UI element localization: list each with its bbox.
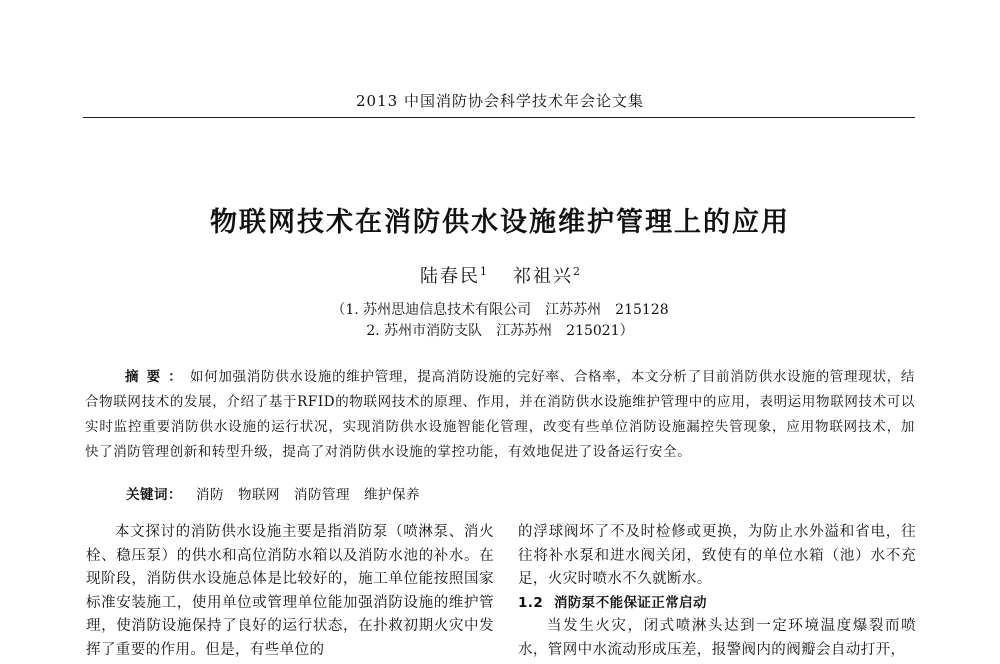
abstract-text: 如何加强消防供水设施的维护管理，提高消防设施的完好率、合格率，本文分析了目前消防供水设施的管理现状，结合物联网技术的发展，介绍了基于RFID的物联网技术的原理、作用，并在消防供水设施维护管理中的应用，表明运用物联网技术可以实时监控重要消防供水设施的运行状况，实现消防供水设施智能化管理，改变有些单位消防设施漏控失管现象，应用物联网技术，加快了消防管理创新和转型升级，提高了对消防供水设施的掌控功能，有效地促进了设备运行安全。 xyxy=(85,369,916,460)
keyword: 消防管理 xyxy=(294,487,350,503)
paper-title: 物联网技术在消防供水设施维护管理上的应用 xyxy=(210,207,790,238)
authors xyxy=(0,262,1000,288)
body-paragraph: 当发生火灾，闭式喷淋头达到一定环境温度爆裂而喷水，管网中水流动形成压差，报警阀内的阀瓣会自动打开， xyxy=(518,618,916,658)
section-heading xyxy=(518,592,916,616)
body-left-column xyxy=(86,521,494,662)
keyword: 维护保养 xyxy=(364,487,420,503)
running-header: 2013 中国消防协会科学技术年会论文集 xyxy=(356,92,644,110)
keyword: 物联网 xyxy=(238,487,280,503)
keywords-label: 关键词： xyxy=(126,487,182,503)
keywords xyxy=(126,483,420,503)
body-right-column xyxy=(518,521,916,662)
abstract xyxy=(85,365,915,465)
author-affiliation-mark: 2 xyxy=(573,265,580,278)
author-name: 祁祖兴 xyxy=(513,266,573,287)
body-paragraph: 本文探讨的消防供水设施主要是指消防泵（喷淋泵、消火栓、稳压泵）的供水和高位消防水箱以及消防水池的补水。在现阶段，消防供水设施总体是比较好的，施工单位能按照国家标准安装施工，使用单位或管理单位能加强消防设施的维护管理，使消防设施保持了良好的运行状态，在扑救初期火灾中发挥了重要的作用。但是，有些单位的 xyxy=(86,524,494,658)
section-number: 1.2 xyxy=(518,594,544,611)
affiliation-1: （1. 苏州思迪信息技术有限公司 江苏苏州 215128 xyxy=(331,302,669,318)
header-rule xyxy=(83,117,915,118)
affiliation-2: 2. 苏州市消防支队 江苏苏州 215021） xyxy=(366,323,634,339)
author-affiliation-mark: 1 xyxy=(480,265,487,278)
body-paragraph: 的浮球阀坏了不及时检修或更换，为防止水外溢和省电，往往将补水泵和进水阀关闭，致使有的单位水箱（池）水不充足，火灾时喷水不久就断水。 xyxy=(518,524,916,587)
author-name: 陆春民 xyxy=(420,266,480,287)
abstract-label: 摘要： xyxy=(125,369,190,385)
section-title: 消防泵不能保证正常启动 xyxy=(554,594,707,611)
keyword: 消防 xyxy=(196,487,224,503)
